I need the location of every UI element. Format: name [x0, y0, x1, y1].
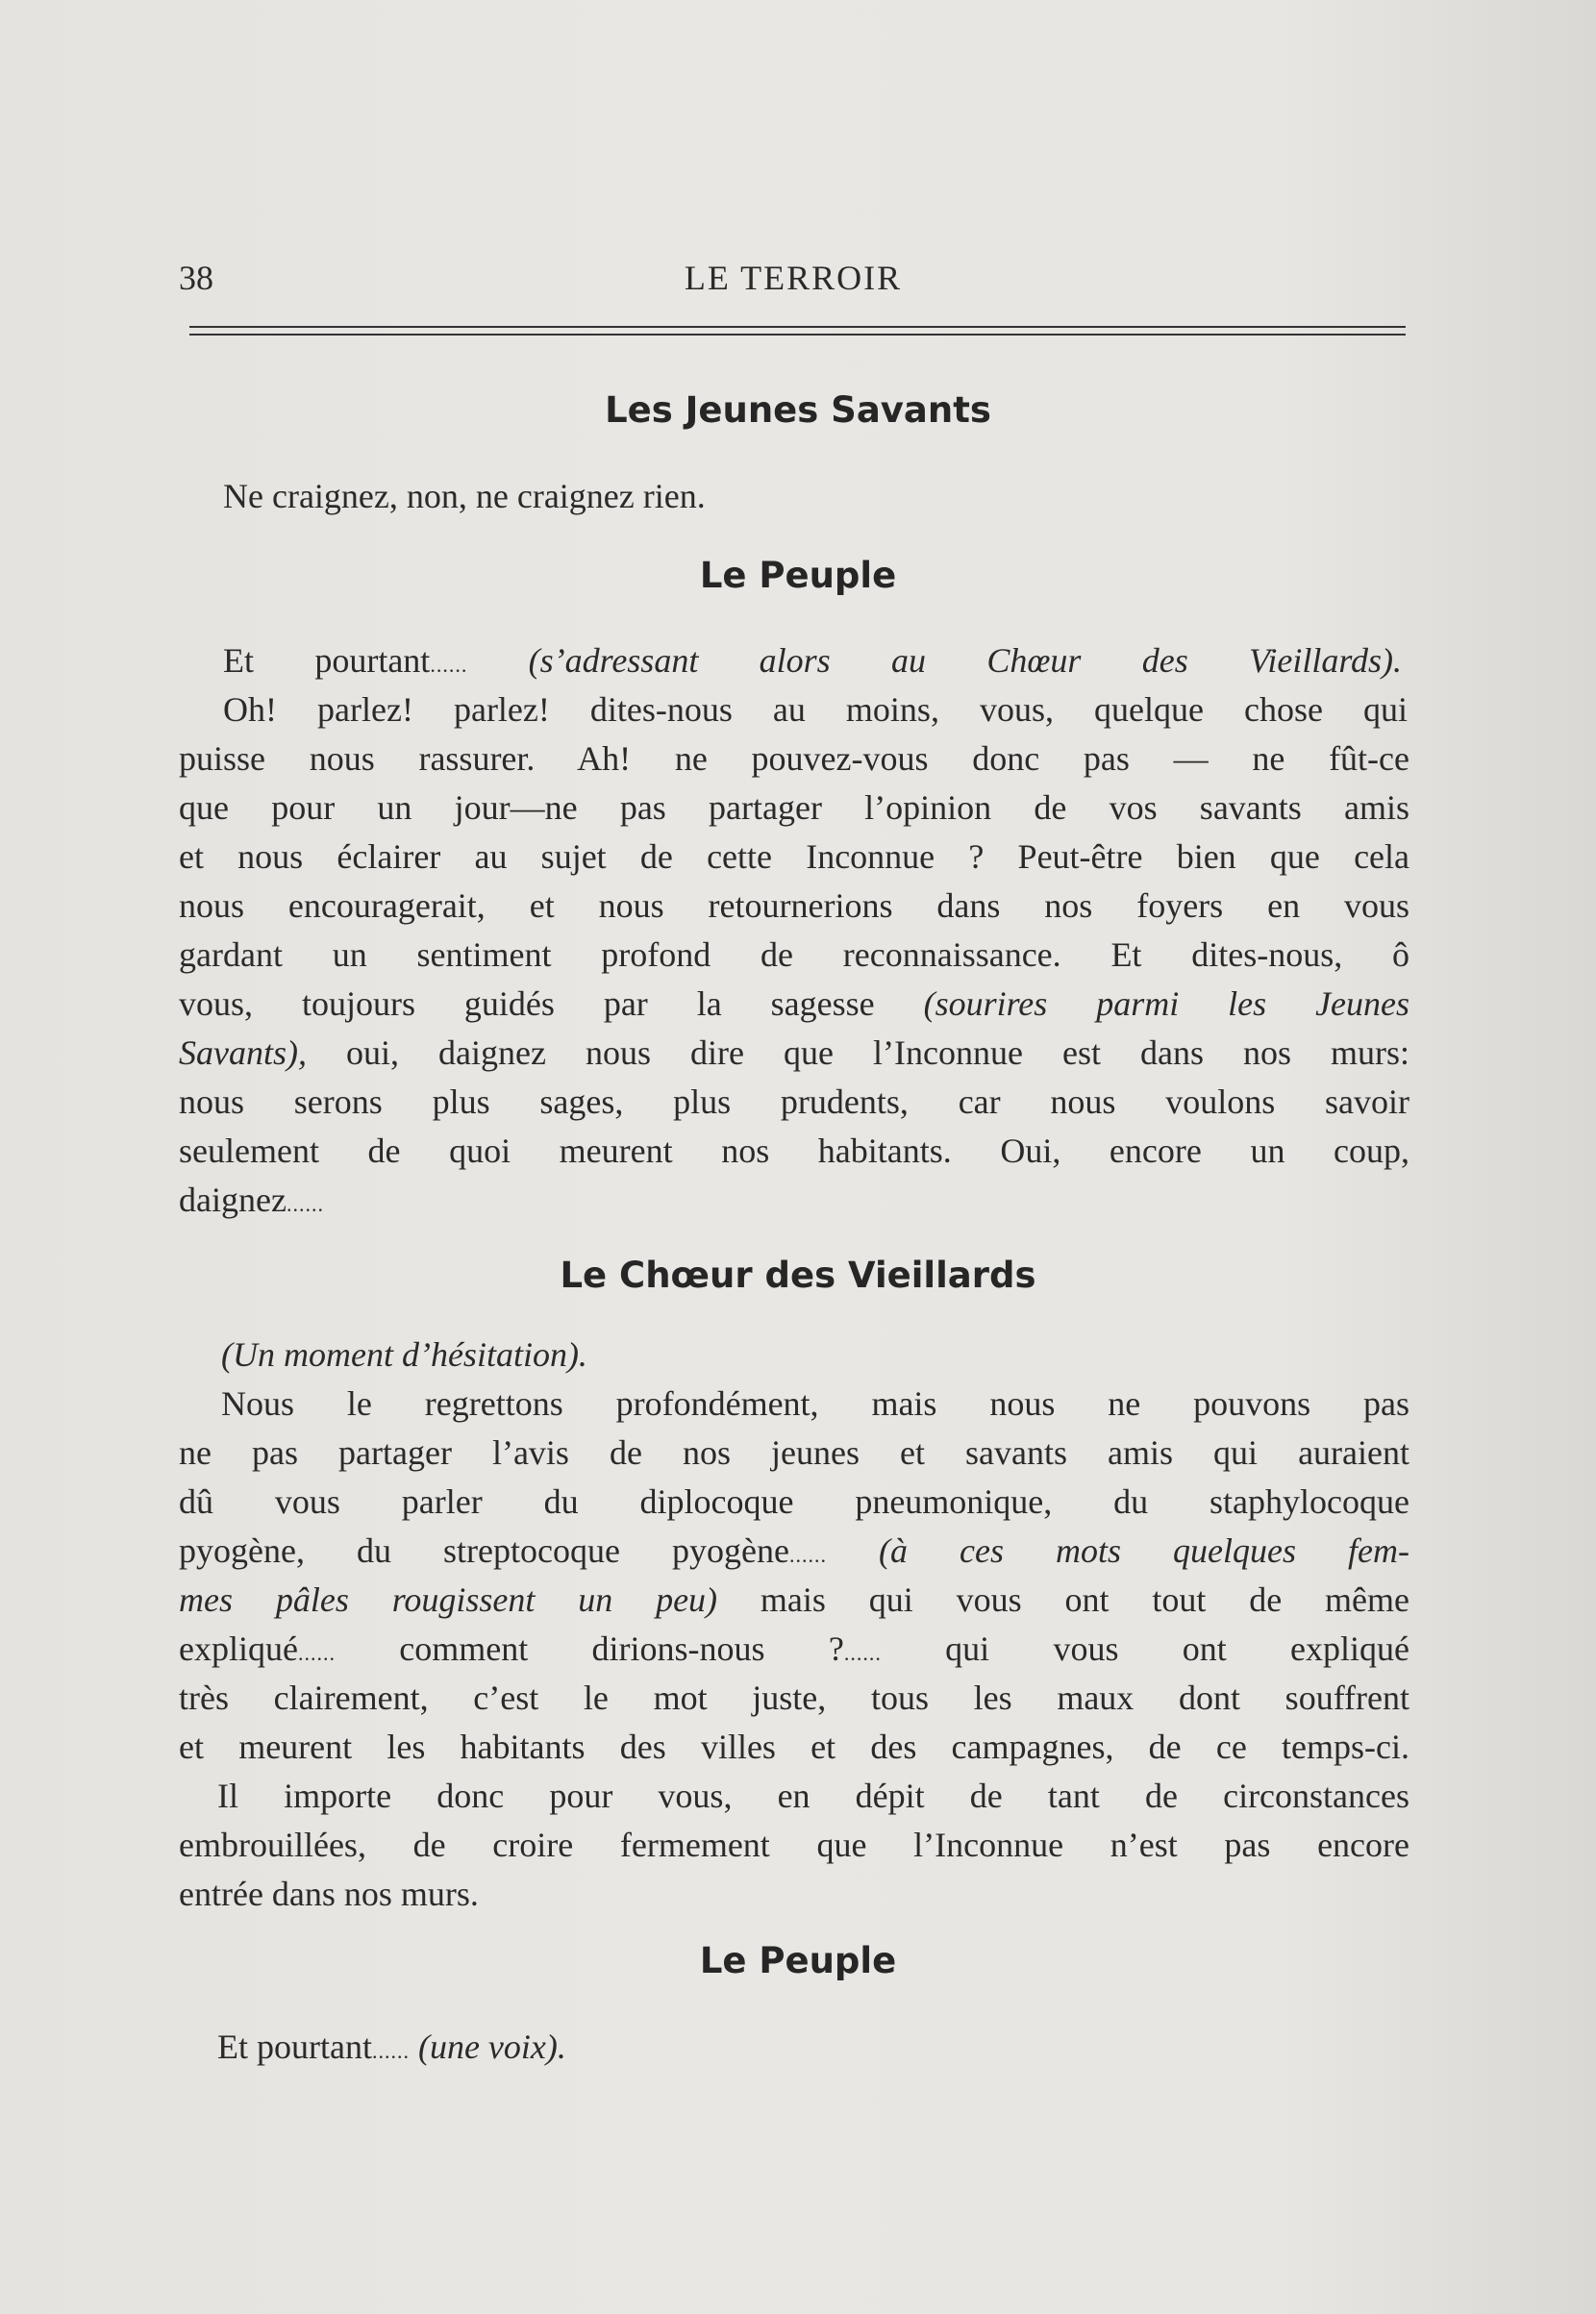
text-line: que pour un jour—ne pas partager l’opinion de vos savants amis: [179, 788, 1409, 827]
text-line: ne pas partager l’avis de nos jeunes et savants amis qui auraient: [179, 1433, 1409, 1472]
text-line: Savants), oui, daignez nous dire que l’Inconnue est dans nos murs:: [179, 1033, 1410, 1072]
text-line: très clairement, c’est le mot juste, tous les maux dont souffrent: [179, 1679, 1409, 1717]
text-line: vous, toujours guidés par la sagesse (sourires parmi les Jeunes: [179, 984, 1410, 1023]
text-line: gardant un sentiment profond de reconnaissance. Et dites-nous, ô: [179, 935, 1409, 974]
text-line: mes pâles rougissent un peu) mais qui vous ont tout de même: [179, 1580, 1409, 1619]
speaker-heading: Le Chœur des Vieillards: [560, 1255, 1036, 1296]
page-number: 38: [179, 259, 213, 297]
speaker-heading: Le Peuple: [699, 555, 897, 596]
text-line: seulement de quoi meurent nos habitants. Oui, encore un coup,: [179, 1132, 1409, 1170]
header-rule: [189, 334, 1406, 336]
speaker-heading: Le Peuple: [699, 1940, 897, 1981]
running-title: LE TERROIR: [684, 259, 903, 297]
text-line: Et pourtant...... (une voix).: [217, 2028, 566, 2066]
header-rule: [189, 326, 1406, 328]
text-line: Oh! parlez! parlez! dites-nous au moins, vous, quelque chose qui: [223, 690, 1408, 729]
text-line: expliqué...... comment dirions-nous ?...... qui vous ont expliqué: [179, 1630, 1410, 1668]
text-line: nous serons plus sages, plus prudents, car nous voulons savoir: [179, 1082, 1409, 1121]
text-line: Il importe donc pour vous, en dépit de tant de circonstances: [217, 1777, 1409, 1815]
text-line: puisse nous rassurer. Ah! ne pouvez-vous donc pas — ne fût-ce: [179, 739, 1409, 778]
speaker-heading: Les Jeunes Savants: [605, 389, 991, 431]
text-line: Nous le regrettons profondément, mais nous ne pouvons pas: [221, 1384, 1409, 1423]
text-line: et meurent les habitants des villes et des campagnes, de ce temps-ci.: [179, 1728, 1409, 1766]
text-line: pyogène, du streptocoque pyogène...... (à ces mots quelques fem-: [179, 1531, 1410, 1570]
stage-direction: (Un moment d’hésitation).: [221, 1335, 587, 1374]
text-line: Et pourtant...... (s’adressant alors au Chœur des Vieillards).: [223, 641, 1403, 680]
text-line: et nous éclairer au sujet de cette Inconnue ? Peut-être bien que cela: [179, 837, 1409, 876]
text-line: embrouillées, de croire fermement que l’Inconnue n’est pas encore: [179, 1826, 1409, 1864]
text-line: dû vous parler du diplocoque pneumonique, du staphylocoque: [179, 1482, 1409, 1521]
text-line: nous encouragerait, et nous retournerions dans nos foyers en vous: [179, 886, 1409, 925]
running-head: [179, 258, 1408, 306]
text-line: daignez......: [179, 1181, 324, 1219]
text-line: entrée dans nos murs.: [179, 1875, 479, 1913]
text-line: Ne craignez, non, ne craignez rien.: [223, 477, 706, 515]
